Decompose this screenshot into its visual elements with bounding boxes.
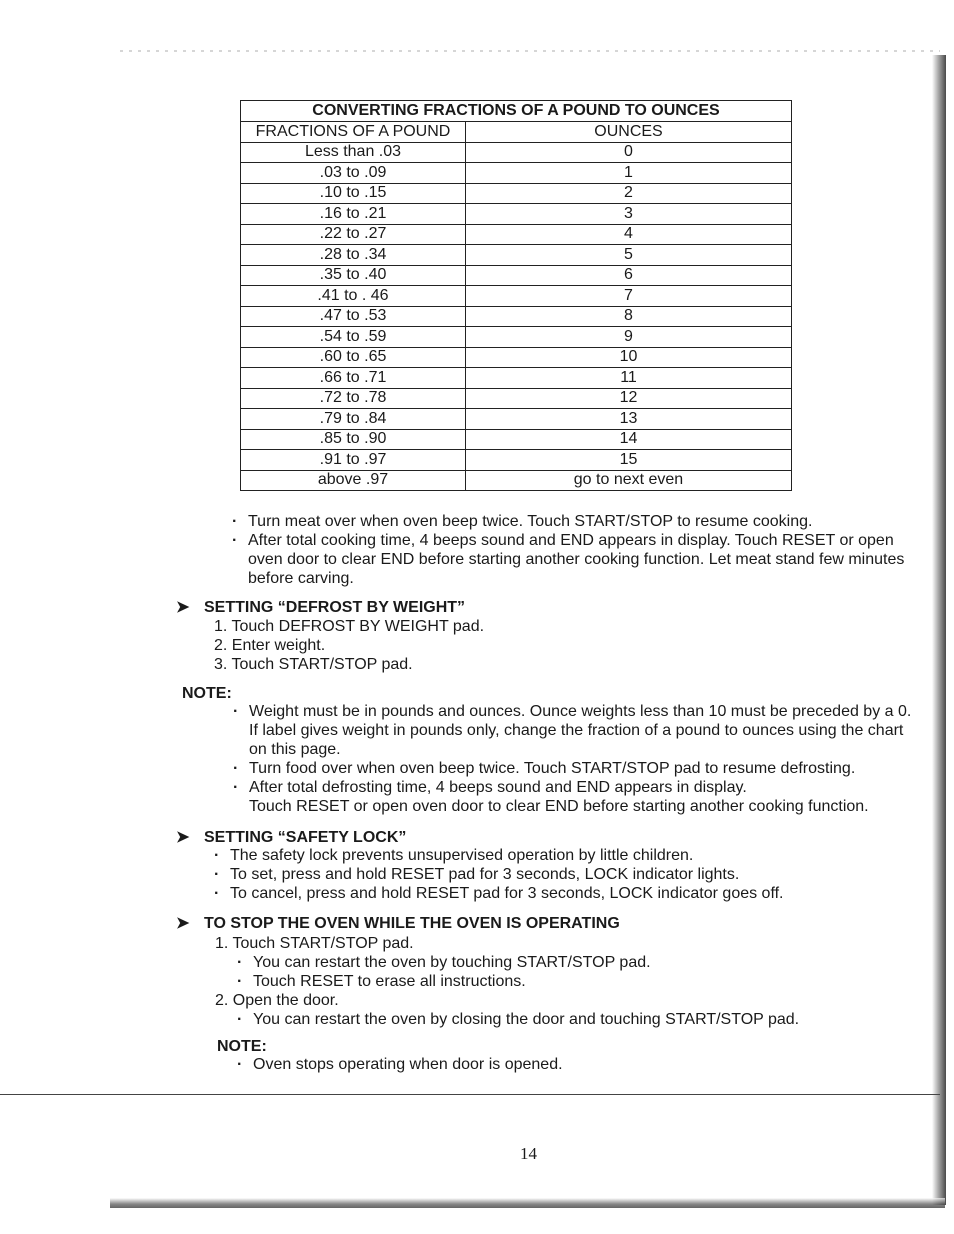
ounces-cell: 7 (466, 286, 792, 307)
table-row (241, 450, 792, 471)
table-row (241, 347, 792, 368)
ounces-cell: 3 (466, 204, 792, 225)
list-item: · To set, press and hold RESET pad for 3 seconds, LOCK indicator lights. (212, 865, 892, 884)
fraction-cell: Less than .03 (241, 142, 466, 163)
fraction-cell: .28 to .34 (241, 245, 466, 266)
fraction-cell: .47 to .53 (241, 306, 466, 327)
stop-steps (215, 934, 895, 1029)
scan-artifact-bottom-edge (110, 1198, 945, 1208)
list-item: · To cancel, press and hold RESET pad for 3 seconds, LOCK indicator goes off. (212, 884, 892, 903)
ounces-cell: 9 (466, 327, 792, 348)
table-title: CONVERTING FRACTIONS OF A POUND TO OUNCES (241, 101, 792, 122)
table-row (241, 163, 792, 184)
table-row (241, 368, 792, 389)
list-item: · You can restart the oven by touching START/STOP pad. (235, 953, 895, 972)
table-body (241, 142, 792, 491)
scan-artifact-top (120, 50, 940, 52)
ounces-cell: 5 (466, 245, 792, 266)
footer-rule (0, 1094, 940, 1095)
ounces-cell: 4 (466, 224, 792, 245)
ounces-cell: 6 (466, 265, 792, 286)
fraction-cell: .66 to .71 (241, 368, 466, 389)
table-row (241, 183, 792, 204)
defrost-heading-text: SETTING “DEFROST BY WEIGHT” (204, 599, 466, 616)
ounces-cell: 8 (466, 306, 792, 327)
table-row (241, 429, 792, 450)
stop-heading (176, 914, 620, 933)
ounces-cell: 12 (466, 388, 792, 409)
fraction-cell: .16 to .21 (241, 204, 466, 225)
arrow-icon: ➤ (176, 829, 190, 846)
list-item: · Turn meat over when oven beep twice. Touch START/STOP to resume cooking. (230, 512, 910, 531)
safety-bullets (212, 846, 892, 903)
list-item: · Weight must be in pounds and ounces. Ounce weights less than 10 must be preceded by a 0. If label gives weight in pounds only, change the fraction of a pound to ounces using the chart on this page. (231, 702, 919, 759)
list-item: · After total cooking time, 4 beeps sound and END appears in display. Touch RESET or open oven door to clear END before starting another cooking function. Let meat stand few minutes before carving. (230, 531, 910, 588)
fraction-cell: .54 to .59 (241, 327, 466, 348)
table-row (241, 265, 792, 286)
table-row (241, 286, 792, 307)
defrost-note-bullets (231, 702, 919, 816)
page-number: 14 (520, 1144, 537, 1163)
fraction-cell: .85 to .90 (241, 429, 466, 450)
fraction-cell: .79 to .84 (241, 409, 466, 430)
table-row (241, 224, 792, 245)
ounces-cell: 0 (466, 142, 792, 163)
fraction-cell: .72 to .78 (241, 388, 466, 409)
step-item: 2. Open the door. (215, 992, 339, 1009)
ounces-cell: 1 (466, 163, 792, 184)
defrost-heading (176, 598, 465, 617)
table-row (241, 327, 792, 348)
list-item: · Touch RESET to erase all instructions. (235, 972, 895, 991)
note-continuation: Touch RESET or open oven door to clear END before starting another cooking function. (249, 798, 869, 815)
ounces-cell: 10 (466, 347, 792, 368)
ounces-cell: 15 (466, 450, 792, 471)
step-item: 3. Touch START/STOP pad. (214, 656, 413, 673)
table-row (241, 388, 792, 409)
arrow-icon: ➤ (176, 915, 190, 932)
safety-heading (176, 828, 406, 847)
conversion-table (240, 100, 792, 491)
fraction-cell: .41 to . 46 (241, 286, 466, 307)
intro-bullets (230, 512, 910, 588)
column-header-fractions: FRACTIONS OF A POUND (241, 122, 466, 143)
list-item: · After total defrosting time, 4 beeps sound and END appears in display. (231, 778, 919, 797)
fraction-cell: .60 to .65 (241, 347, 466, 368)
list-item: · Oven stops operating when door is opened. (235, 1055, 835, 1074)
step-item: 1. Touch DEFROST BY WEIGHT pad. (214, 618, 485, 635)
table-row (241, 470, 792, 491)
arrow-icon: ➤ (176, 599, 190, 616)
list-item: · The safety lock prevents unsupervised operation by little children. (212, 846, 892, 865)
fraction-cell: .91 to .97 (241, 450, 466, 471)
safety-heading-text: SETTING “SAFETY LOCK” (204, 829, 407, 846)
table-row (241, 142, 792, 163)
step-item: 2. Enter weight. (214, 637, 326, 654)
stop-heading-text: TO STOP THE OVEN WHILE THE OVEN IS OPERATING (204, 915, 620, 932)
ounces-cell: 13 (466, 409, 792, 430)
list-item: · Turn food over when oven beep twice. Touch START/STOP pad to resume defrosting. (231, 759, 919, 778)
stop-note-label: NOTE: (217, 1038, 267, 1055)
fraction-cell: .22 to .27 (241, 224, 466, 245)
fraction-cell: .35 to .40 (241, 265, 466, 286)
ounces-cell: 11 (466, 368, 792, 389)
step-item: 1. Touch START/STOP pad. (215, 935, 414, 952)
column-header-ounces: OUNCES (466, 122, 792, 143)
stop-note-bullets (235, 1055, 835, 1074)
table-row (241, 204, 792, 225)
table-row (241, 409, 792, 430)
ounces-cell: 2 (466, 183, 792, 204)
ounces-cell: 14 (466, 429, 792, 450)
table-row (241, 245, 792, 266)
scan-artifact-right-edge (932, 55, 946, 1205)
defrost-steps (214, 617, 714, 674)
table-row (241, 306, 792, 327)
list-item: · You can restart the oven by closing the door and touching START/STOP pad. (235, 1010, 895, 1029)
fraction-cell: .10 to .15 (241, 183, 466, 204)
fraction-cell: above .97 (241, 470, 466, 491)
ounces-cell: go to next even (466, 470, 792, 491)
fraction-cell: .03 to .09 (241, 163, 466, 184)
defrost-note-label: NOTE: (182, 685, 232, 702)
